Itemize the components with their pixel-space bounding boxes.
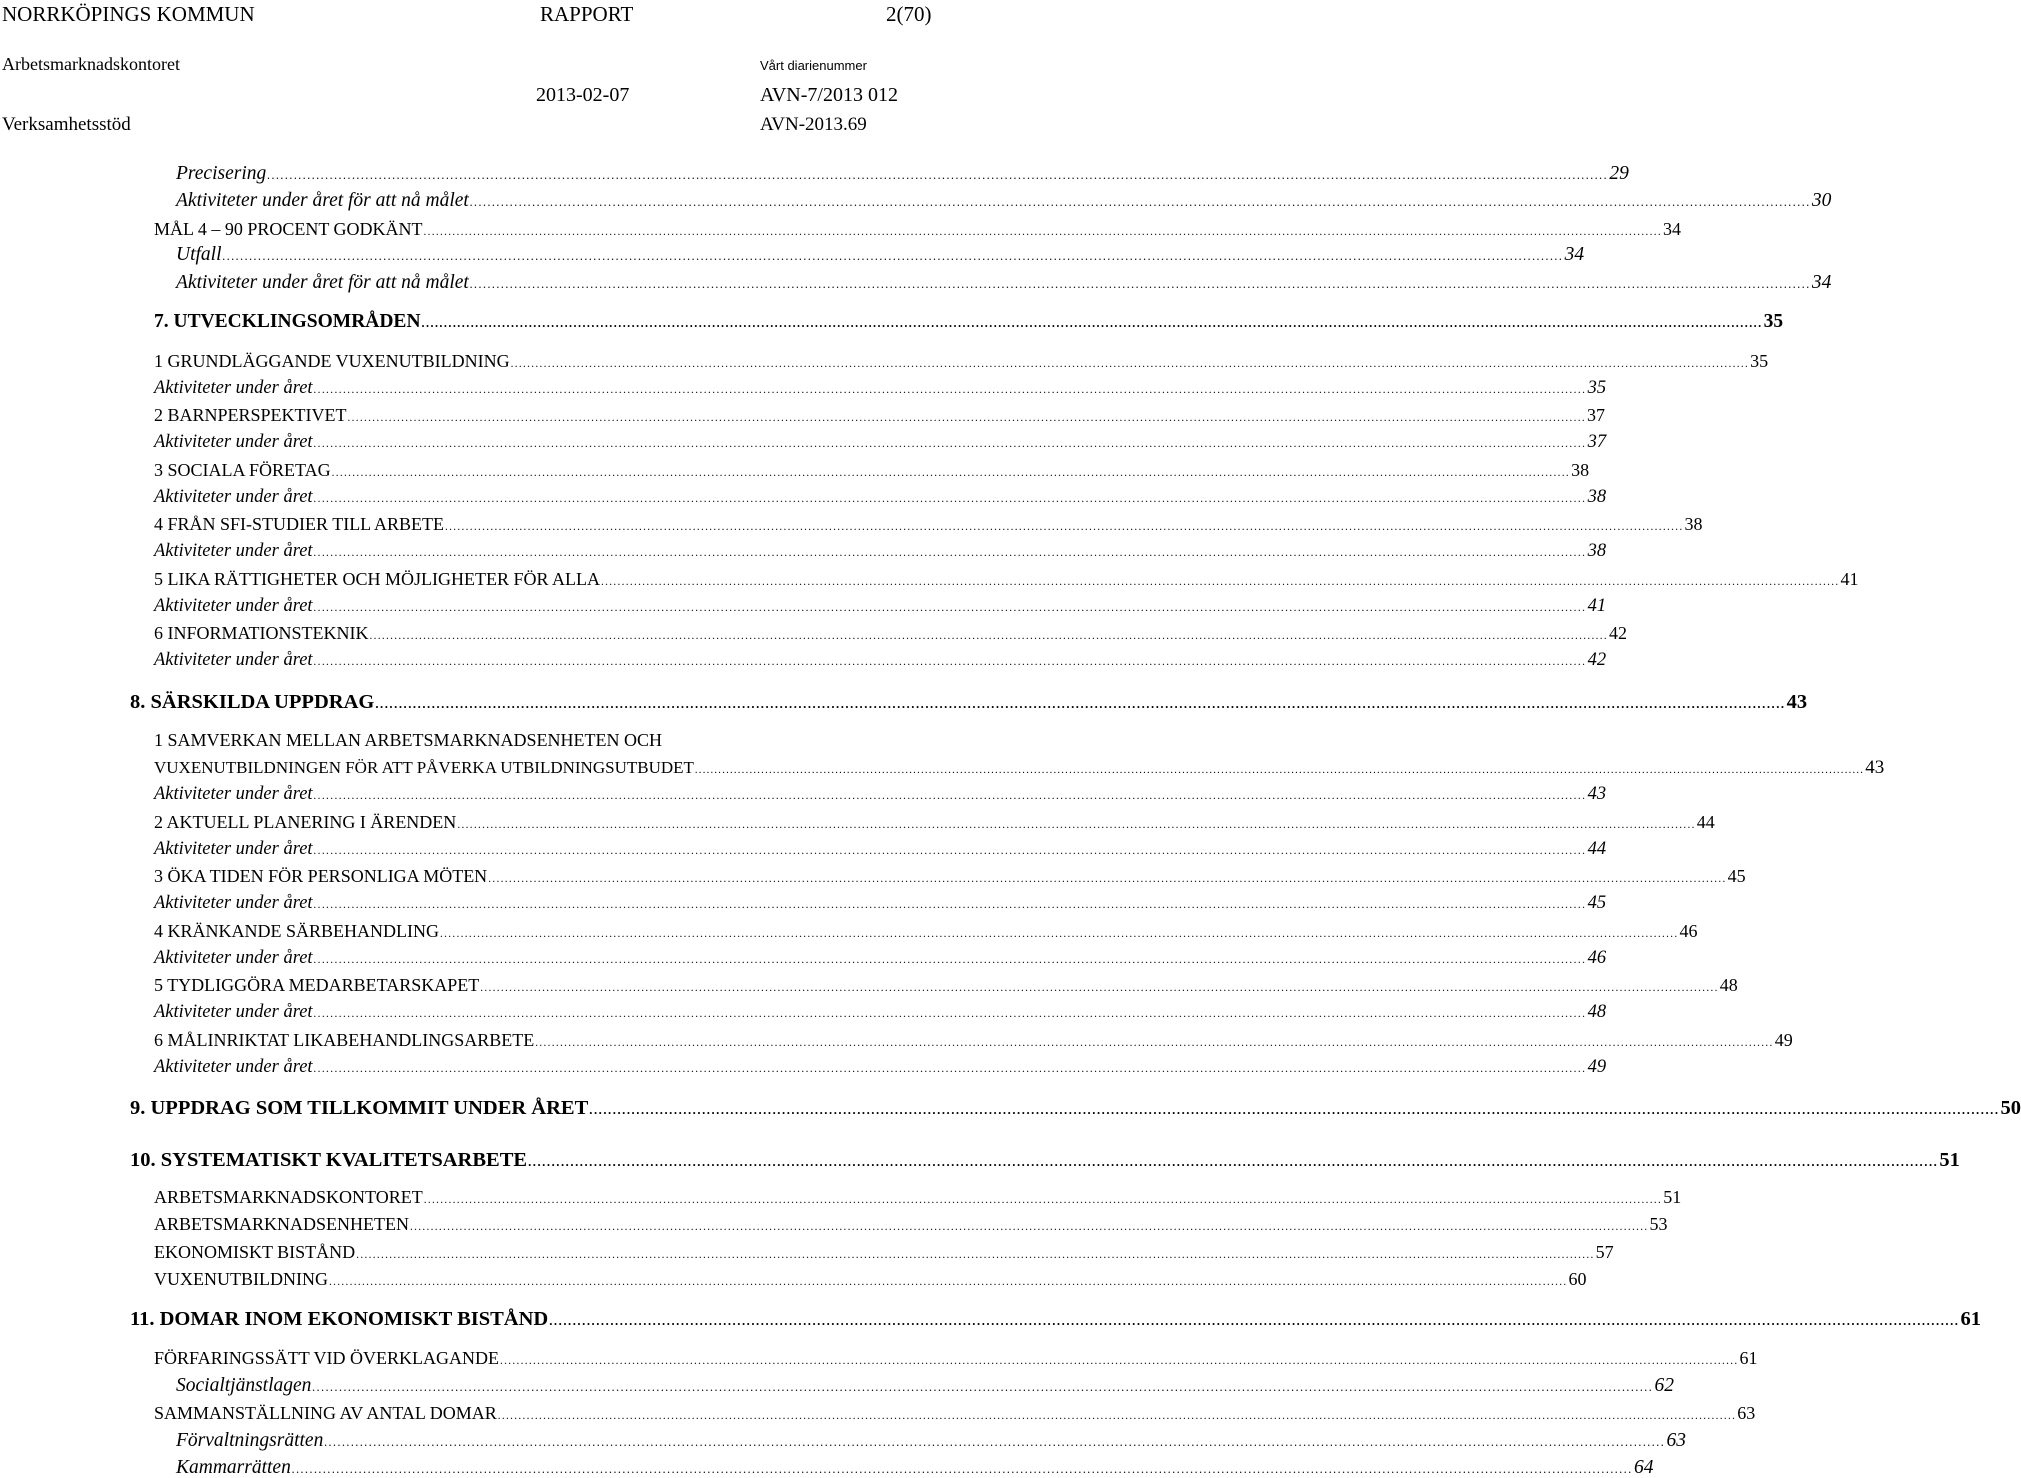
toc-entry-page: 61 bbox=[1739, 1348, 1758, 1368]
toc-entry-page: 41 bbox=[1840, 569, 1859, 589]
toc-entry-label: 1 GRUNDLÄGGANDE VUXENUTBILDNING bbox=[154, 351, 510, 371]
doc-type: RAPPORT bbox=[540, 2, 634, 26]
toc-entry-label: 3 ÖKA TIDEN FÖR PERSONLIGA MÖTEN bbox=[154, 866, 488, 886]
toc-entry-page: 51 bbox=[1663, 1187, 1682, 1207]
toc-entry-page: 42 bbox=[1608, 623, 1627, 643]
toc-entry-label: 4 FRÅN SFI-STUDIER TILL ARBETE bbox=[154, 514, 445, 534]
dot-leader: ............................................................................................................................................................................................................................................................................................................ bbox=[291, 1462, 1633, 1476]
toc-entry-page: 43 bbox=[1587, 784, 1607, 804]
toc-entry-page: 35 bbox=[1587, 378, 1607, 398]
dot-leader: ............................................................................................................................................................................................................................................................................................................ bbox=[549, 1314, 1960, 1328]
diarie-number-2: AVN-2013.69 bbox=[760, 114, 867, 135]
toc-entry[interactable] bbox=[154, 541, 1607, 561]
toc-entry-label: Kammarrätten bbox=[176, 1457, 291, 1478]
toc-entry[interactable] bbox=[154, 921, 1698, 941]
toc-entry-page: 30 bbox=[1811, 190, 1832, 211]
toc-entry-page: 63 bbox=[1737, 1403, 1756, 1423]
toc-entry-label: 5 LIKA RÄTTIGHETER OCH MÖJLIGHETER FÖR ALLA bbox=[154, 569, 600, 589]
dot-leader: ............................................................................................................................................................................................................................................................................................................ bbox=[535, 1037, 1774, 1049]
toc-entry-label: 4 KRÄNKANDE SÄRBEHANDLING bbox=[154, 921, 439, 941]
dot-leader: ............................................................................................................................................................................................................................................................................................................ bbox=[328, 1276, 1568, 1288]
toc-entry-label: VUXENUTBILDNINGEN FÖR ATT PÅVERKA UTBILDNINGSUTBUDET bbox=[154, 758, 694, 777]
toc-entry-page: 49 bbox=[1774, 1030, 1793, 1050]
dot-leader: ............................................................................................................................................................................................................................................................................................................ bbox=[313, 493, 1587, 505]
toc-chapter[interactable] bbox=[154, 311, 1784, 332]
toc-entry-page: 60 bbox=[1568, 1269, 1587, 1289]
toc-entry-label: Aktiviteter under året bbox=[154, 839, 313, 859]
dot-leader: ............................................................................................................................................................................................................................................................................................................ bbox=[313, 1008, 1587, 1020]
toc-entry-page: 29 bbox=[1609, 163, 1629, 184]
dot-leader: ............................................................................................................................................................................................................................................................................................................ bbox=[457, 819, 1696, 831]
toc-entry-label: FÖRFARINGSSÄTT VID ÖVERKLAGANDE bbox=[154, 1348, 500, 1368]
dot-leader: ............................................................................................................................................................................................................................................................................................................ bbox=[313, 954, 1587, 966]
toc-entry-page: 43 bbox=[1786, 691, 1808, 713]
toc-chapter[interactable] bbox=[130, 1308, 1982, 1330]
toc-entry-label: Aktiviteter under året bbox=[154, 541, 313, 561]
toc-entry-page: 42 bbox=[1587, 650, 1607, 670]
dot-leader: ............................................................................................................................................................................................................................................................................................................ bbox=[313, 790, 1587, 802]
toc-entry-label: 5 TYDLIGGÖRA MEDARBETARSKAPET bbox=[154, 975, 480, 995]
dot-leader: ............................................................................................................................................................................................................................................................................................................ bbox=[440, 928, 1679, 940]
toc-entry-page: 46 bbox=[1679, 921, 1698, 941]
toc-entry-label: 7. UTVECKLINGSOMRÅDEN bbox=[154, 311, 421, 332]
toc-entry-page: 48 bbox=[1587, 1002, 1607, 1022]
toc-entry[interactable] bbox=[176, 1430, 1686, 1451]
toc-entry-label: Socialtjänstlagen bbox=[176, 1375, 312, 1396]
toc-entry-page: 41 bbox=[1587, 596, 1607, 616]
toc-entry-page: 49 bbox=[1587, 1057, 1607, 1077]
toc-entry[interactable] bbox=[154, 514, 1703, 534]
toc-entry-label: Aktiviteter under året bbox=[154, 378, 313, 398]
toc-chapter[interactable] bbox=[130, 1149, 1960, 1171]
toc-entry-page: 35 bbox=[1763, 311, 1784, 332]
toc-entry-label: 3 SOCIALA FÖRETAG bbox=[154, 460, 331, 480]
toc-entry[interactable] bbox=[154, 1214, 1668, 1234]
toc-entry[interactable] bbox=[154, 1187, 1682, 1207]
dot-leader: ............................................................................................................................................................................................................................................................................................................ bbox=[324, 1435, 1666, 1449]
toc-entry-label: Aktiviteter under året bbox=[154, 948, 313, 968]
toc-entry-label: EKONOMISKT BISTÅND bbox=[154, 1242, 356, 1262]
dot-leader: ............................................................................................................................................................................................................................................................................................................ bbox=[369, 630, 1608, 642]
report-date: 2013-02-07 bbox=[536, 84, 630, 106]
toc-entry-label: Aktiviteter under året bbox=[154, 784, 313, 804]
toc-entry-label: 6 MÅLINRIKTAT LIKABEHANDLINGSARBETE bbox=[154, 1030, 535, 1050]
org-name: NORRKÖPINGS KOMMUN bbox=[2, 2, 255, 26]
unit-name: Verksamhetsstöd bbox=[2, 114, 131, 135]
toc-entry-label: Aktiviteter under året bbox=[154, 487, 313, 507]
toc-entry[interactable] bbox=[154, 893, 1607, 913]
toc-entry[interactable] bbox=[176, 244, 1585, 265]
toc-entry-label: Aktiviteter under året bbox=[154, 893, 313, 913]
dot-leader: ............................................................................................................................................................................................................................................................................................................ bbox=[375, 697, 1786, 711]
toc-entry-label: 2 AKTUELL PLANERING I ÄRENDEN bbox=[154, 812, 457, 832]
toc-entry-label: 2 BARNPERSPEKTIVET bbox=[154, 405, 347, 425]
toc-entry[interactable] bbox=[154, 1348, 1758, 1368]
toc-entry[interactable] bbox=[154, 351, 1769, 371]
toc-entry-page: 44 bbox=[1587, 839, 1607, 859]
toc-entry-page: 48 bbox=[1719, 975, 1738, 995]
toc-entry-page: 35 bbox=[1750, 351, 1769, 371]
toc-entry-label: 11. DOMAR INOM EKONOMISKT BISTÅND bbox=[130, 1308, 549, 1330]
toc-entry-page: 38 bbox=[1684, 514, 1703, 534]
toc-entry[interactable] bbox=[154, 650, 1607, 670]
toc-entry-label: Aktiviteter under året bbox=[154, 1002, 313, 1022]
dot-leader: ............................................................................................................................................................................................................................................................................................................ bbox=[313, 602, 1587, 614]
toc-entry-label: 8. SÄRSKILDA UPPDRAG bbox=[130, 691, 375, 713]
toc-entry-label: ARBETSMARKNADSKONTORET bbox=[154, 1187, 423, 1207]
dot-leader: ............................................................................................................................................................................................................................................................................................................ bbox=[313, 547, 1587, 559]
toc-entry[interactable] bbox=[154, 487, 1607, 507]
dot-leader: ............................................................................................................................................................................................................................................................................................................ bbox=[500, 1355, 1739, 1367]
toc-entry[interactable] bbox=[154, 1030, 1793, 1050]
toc-entry[interactable] bbox=[176, 190, 1832, 211]
toc-entry-page: 43 bbox=[1865, 757, 1885, 778]
toc-entry[interactable] bbox=[154, 839, 1607, 859]
toc-chapter[interactable] bbox=[130, 691, 1808, 713]
dot-leader: ............................................................................................................................................................................................................................................................................................................ bbox=[313, 1063, 1587, 1075]
dot-leader: ............................................................................................................................................................................................................................................................................................................ bbox=[331, 467, 1571, 479]
dot-leader: ............................................................................................................................................................................................................................................................................................................ bbox=[423, 226, 1662, 238]
toc-entry-label: SAMMANSTÄLLNING AV ANTAL DOMAR bbox=[154, 1403, 497, 1423]
toc-entry[interactable] bbox=[154, 1269, 1587, 1289]
toc-entry[interactable] bbox=[176, 1375, 1675, 1396]
dot-leader: ............................................................................................................................................................................................................................................................................................................ bbox=[313, 384, 1587, 396]
dot-leader: ............................................................................................................................................................................................................................................................................................................ bbox=[313, 438, 1587, 450]
dot-leader: ............................................................................................................................................................................................................................................................................................................ bbox=[469, 195, 1811, 209]
toc-entry-label: Aktiviteter under året bbox=[154, 596, 313, 616]
toc-entry[interactable] bbox=[176, 1457, 1654, 1478]
toc-entry-label: 10. SYSTEMATISKT KVALITETSARBETE bbox=[130, 1149, 528, 1171]
toc-entry[interactable] bbox=[154, 948, 1607, 968]
dot-leader: ............................................................................................................................................................................................................................................................................................................ bbox=[347, 412, 1586, 424]
toc-entry-page: 53 bbox=[1649, 1214, 1668, 1234]
toc-entry[interactable] bbox=[154, 460, 1590, 480]
toc-entry-page: 34 bbox=[1663, 219, 1681, 239]
dot-leader: ............................................................................................................................................................................................................................................................................................................ bbox=[313, 845, 1587, 857]
dot-leader: ............................................................................................................................................................................................................................................................................................................ bbox=[488, 873, 1727, 885]
toc-entry-label: Förvaltningsrätten bbox=[176, 1430, 324, 1451]
diarie-label: Vårt diarienummer bbox=[760, 58, 867, 73]
toc-entry-page: 64 bbox=[1633, 1457, 1654, 1478]
toc-entry-label: ARBETSMARKNADSENHETEN bbox=[154, 1214, 410, 1234]
dot-leader: ............................................................................................................................................................................................................................................................................................................ bbox=[497, 1410, 1737, 1422]
toc-entry[interactable] bbox=[154, 623, 1627, 643]
toc-entry[interactable] bbox=[154, 1403, 1756, 1423]
dot-leader: ............................................................................................................................................................................................................................................................................................................ bbox=[510, 358, 1750, 370]
dot-leader: ............................................................................................................................................................................................................................................................................................................ bbox=[528, 1155, 1939, 1169]
toc-entry-page: 34 bbox=[1564, 244, 1585, 265]
dot-leader: ............................................................................................................................................................................................................................................................................................................ bbox=[694, 765, 1865, 776]
toc-entry-label: Aktiviteter under året för att nå målet bbox=[176, 272, 469, 293]
toc-entry-line-2 bbox=[154, 757, 1885, 778]
toc-entry[interactable] bbox=[154, 378, 1607, 398]
dot-leader: ............................................................................................................................................................................................................................................................................................................ bbox=[312, 1380, 1654, 1394]
toc-entry-label: 9. UPPDRAG SOM TILLKOMMIT UNDER ÅRET bbox=[130, 1097, 589, 1119]
toc-entry-page: 51 bbox=[1939, 1149, 1960, 1171]
toc-entry[interactable] bbox=[154, 569, 1859, 589]
dot-leader: ............................................................................................................................................................................................................................................................................................................ bbox=[445, 521, 1684, 533]
toc-entry[interactable] bbox=[154, 812, 1715, 832]
dot-leader: ............................................................................................................................................................................................................................................................................................................ bbox=[423, 1194, 1663, 1206]
dot-leader: ............................................................................................................................................................................................................................................................................................................ bbox=[589, 1103, 2000, 1117]
toc-entry[interactable] bbox=[176, 163, 1629, 184]
diarie-number-1: AVN-7/2013 012 bbox=[760, 84, 898, 106]
toc-entry-page: 38 bbox=[1571, 460, 1590, 480]
page-number: 2(70) bbox=[886, 2, 932, 26]
toc-entry[interactable] bbox=[154, 405, 1605, 425]
office-name: Arbetsmarknadskontoret bbox=[2, 54, 180, 74]
toc-entry-page: 46 bbox=[1587, 948, 1607, 968]
toc-entry-label: 6 INFORMATIONSTEKNIK bbox=[154, 623, 369, 643]
dot-leader: ............................................................................................................................................................................................................................................................................................................ bbox=[313, 656, 1587, 668]
dot-leader: ............................................................................................................................................................................................................................................................................................................ bbox=[480, 982, 1719, 994]
dot-leader: ............................................................................................................................................................................................................................................................................................................ bbox=[356, 1249, 1595, 1261]
toc-entry-page: 38 bbox=[1587, 487, 1607, 507]
toc-entry[interactable] bbox=[154, 784, 1607, 804]
toc-entry-label: VUXENUTBILDNING bbox=[154, 1269, 328, 1289]
toc-entry[interactable] bbox=[154, 219, 1681, 239]
toc-entry-page: 34 bbox=[1811, 272, 1832, 293]
toc-entry-label: Aktiviteter under året bbox=[154, 1057, 313, 1077]
dot-leader: ............................................................................................................................................................................................................................................................................................................ bbox=[410, 1221, 1649, 1233]
dot-leader: ............................................................................................................................................................................................................................................................................................................ bbox=[469, 277, 1811, 291]
toc-entry-page: 57 bbox=[1595, 1242, 1614, 1262]
dot-leader: ............................................................................................................................................................................................................................................................................................................ bbox=[421, 316, 1763, 330]
toc-entry[interactable] bbox=[154, 1057, 1607, 1077]
toc-entry-page: 37 bbox=[1587, 432, 1607, 452]
toc-entry[interactable] bbox=[154, 866, 1746, 886]
toc-entry[interactable] bbox=[154, 432, 1607, 452]
dot-leader: ............................................................................................................................................................................................................................................................................................................ bbox=[600, 576, 1840, 588]
toc-entry-label: Aktiviteter under året bbox=[154, 650, 313, 670]
toc-entry-line-1: 1 SAMVERKAN MELLAN ARBETSMARKNADSENHETEN OCH bbox=[154, 730, 663, 750]
toc-entry-page: 44 bbox=[1696, 812, 1715, 832]
toc-entry-page: 62 bbox=[1654, 1375, 1675, 1396]
dot-leader: ............................................................................................................................................................................................................................................................................................................ bbox=[222, 249, 1564, 263]
toc-entry-label: MÅL 4 – 90 PROCENT GODKÄNT bbox=[154, 219, 423, 239]
toc-entry-label: Aktiviteter under året bbox=[154, 432, 313, 452]
toc-entry-page: 63 bbox=[1666, 1430, 1686, 1451]
toc-entry-page: 45 bbox=[1587, 893, 1607, 913]
toc-entry[interactable] bbox=[154, 975, 1738, 995]
toc-entry-page: 45 bbox=[1727, 866, 1746, 886]
dot-leader: ............................................................................................................................................................................................................................................................................................................ bbox=[313, 899, 1587, 911]
toc-entry-page: 37 bbox=[1587, 405, 1605, 425]
toc-entry[interactable] bbox=[176, 272, 1832, 293]
toc-entry-multiline[interactable] bbox=[154, 730, 1885, 778]
toc-entry[interactable] bbox=[154, 1002, 1607, 1022]
toc-entry[interactable] bbox=[154, 1242, 1614, 1262]
toc-entry-label: Precisering bbox=[176, 163, 267, 184]
toc-entry-page: 38 bbox=[1587, 541, 1607, 561]
toc-entry-page: 61 bbox=[1960, 1308, 1982, 1330]
toc-chapter[interactable] bbox=[130, 1097, 2021, 1119]
dot-leader: ............................................................................................................................................................................................................................................................................................................ bbox=[267, 168, 1609, 182]
toc-entry-label: Utfall bbox=[176, 244, 222, 265]
toc-entry[interactable] bbox=[154, 596, 1607, 616]
toc-entry-label: Aktiviteter under året för att nå målet bbox=[176, 190, 469, 211]
toc-entry-page: 50 bbox=[2000, 1097, 2021, 1119]
